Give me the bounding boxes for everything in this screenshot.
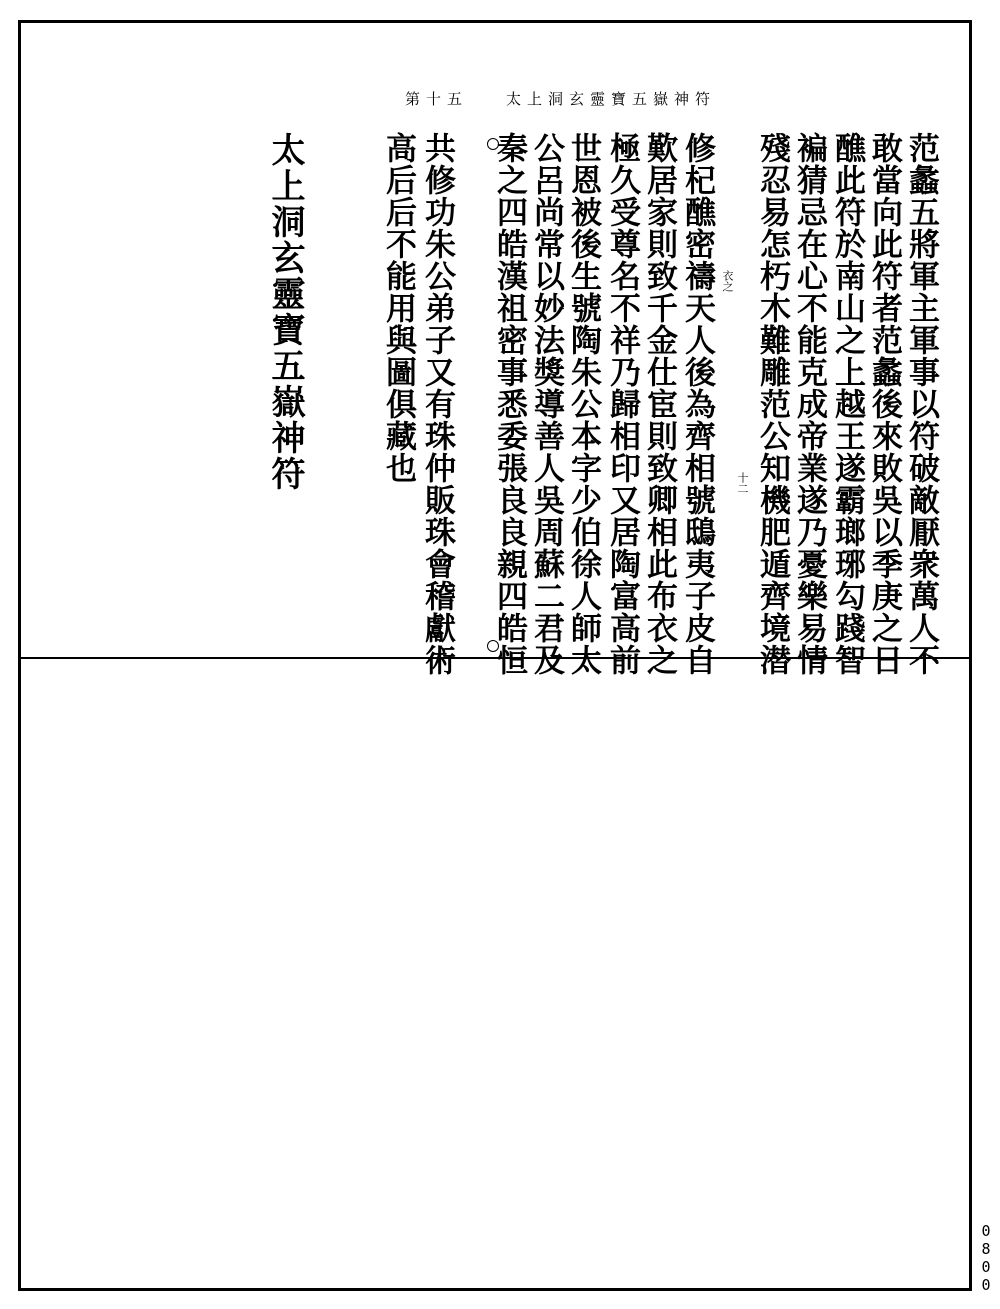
text-column-13: 高后后不能用與圖俱藏也 (380, 132, 416, 484)
text-column-10: 公呂尚常以妙法獎導善人吳周蘇二君及 (528, 132, 564, 676)
marginal-note-b: 十二 (736, 472, 749, 494)
text-column-6: 修杞醮密禱天人後為齊相號鴟夷子皮自 (679, 132, 715, 676)
text-column-12: 共修功朱公弟子又有珠仲販珠會稽獻術 (419, 132, 455, 676)
running-header-title: 太上洞玄靈寶五嶽神符 (506, 90, 717, 108)
text-column-5: 殘忍易怎朽木難雕范公知機肥遁齊境潜 (754, 132, 790, 676)
text-column-8: 極久受尊名不祥乃歸相印又居陶富高前 (604, 132, 640, 676)
text-column-2: 敢當向此符者范蠡後來敗吳以季庚之日 (866, 132, 902, 676)
text-column-7: 歎居家則致千金仕宦則致卿相此布衣之 (641, 132, 677, 676)
text-column-9: 世恩被後生號陶朱公本字少伯徐人師太 (565, 132, 601, 676)
running-header-page: 第十五 (405, 90, 469, 108)
text-column-11: 秦之四皓漢祖密事悉委張良良親四皓恒 (491, 132, 527, 676)
section-circle-mark (487, 138, 499, 150)
text-column-3: 醮此符於南山之上越王遂霸瑯琊勾踐智 (829, 132, 865, 676)
page-number: 0800 (977, 1222, 995, 1294)
text-column-1: 范蠡五將軍主軍事以符破敵厭衆萬人不 (903, 132, 939, 676)
text-column-4: 褊猜忌在心不能克成帝業遂乃憂樂易情 (791, 132, 827, 676)
section-circle-mark-2 (487, 640, 499, 652)
book-title: 太上洞玄靈寶五嶽神符 (265, 132, 305, 492)
marginal-note-a: 衣之 (721, 270, 734, 292)
